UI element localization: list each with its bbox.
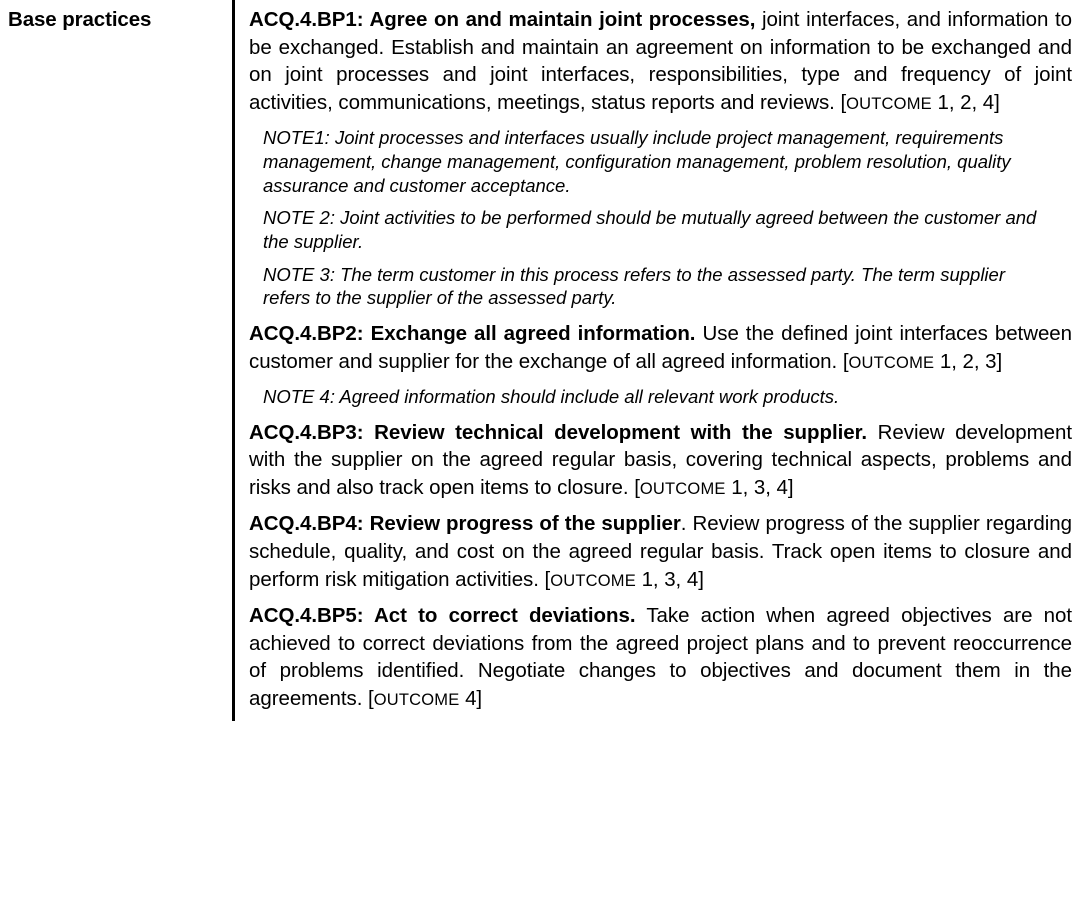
base-practice-title: ACQ.4.BP3: Review technical development with the supplier. <box>249 420 868 444</box>
outcome-word: OUTCOME <box>373 690 460 709</box>
outcome-word: OUTCOME <box>550 571 636 590</box>
base-practice-body: Take action when agreed objectives are not achieved to correct deviations from the agreed project plans and to prevent reoccurrence of problems identified. Negotiate changes to objectives and document them in the agreements. <box>249 604 1072 710</box>
table-row-label-cell <box>0 0 232 721</box>
note-paragraph: NOTE1: Joint processes and interfaces usually include project management, requirements management, change management, configuration management, problem resolution, quality assurance and customer acceptance. <box>263 127 1011 196</box>
base-practice-title: ACQ.4.BP1: Agree on and maintain joint processes, <box>249 8 756 31</box>
base-practice-paragraph <box>249 602 1072 712</box>
base-practice-body: . Review progress of the supplier regarding schedule, quality, and cost on the agreed regular basis. Track open items to closure and perform risk mitigation activities. <box>249 512 1072 591</box>
note-paragraph: NOTE 3: The term customer in this process refers to the assessed party. The term supplier refers to the supplier of the assessed party. <box>263 263 1005 309</box>
outcome-reference: [OUTCOME 4] <box>368 686 483 710</box>
base-practice-title: ACQ.4.BP5: Act to correct deviations. <box>249 604 636 628</box>
base-practice-body: Review development with the supplier on the agreed regular basis, covering technical aspects, problems and risks and also track open items to closure. <box>249 420 1072 499</box>
base-practice-paragraph <box>249 320 1072 375</box>
notes-group <box>249 385 1072 409</box>
outcome-word: OUTCOME <box>848 353 935 372</box>
outcome-reference: [OUTCOME 1, 2, 4] <box>840 90 1000 114</box>
row-label: Base practices <box>8 8 152 31</box>
base-practice-paragraph <box>249 6 1072 116</box>
outcome-reference: [OUTCOME 1, 2, 3] <box>842 349 1003 373</box>
outcome-reference: [OUTCOME 1, 3, 4] <box>544 567 704 591</box>
base-practice-paragraph <box>249 510 1072 593</box>
note-paragraph: NOTE 4: Agreed information should include all relevant work products. <box>263 386 840 408</box>
outcome-word: OUTCOME <box>846 94 932 113</box>
notes-group <box>249 126 1072 310</box>
outcome-word: OUTCOME <box>639 479 726 498</box>
outcome-reference: [OUTCOME 1, 3, 4] <box>634 475 794 499</box>
note-paragraph: NOTE 2: Joint activities to be performed should be mutually agreed between the customer and the supplier. <box>263 207 1037 252</box>
base-practice-body: joint interfaces, and information to be exchanged. Establish and maintain an agreement on information to be exchanged and on joint processes and joint interfaces, responsibilities, type and frequency of joint activities, communications, meetings, status reports and reviews. <box>249 8 1072 114</box>
table-row-content-cell <box>235 0 1080 721</box>
base-practice-body: Use the defined joint interfaces between customer and supplier for the exchange of all agreed information. <box>249 321 1073 373</box>
base-practice-title: ACQ.4.BP4: Review progress of the supplier <box>249 512 681 536</box>
base-practice-title: ACQ.4.BP2: Exchange all agreed information. <box>249 321 696 345</box>
base-practice-paragraph <box>249 419 1072 502</box>
